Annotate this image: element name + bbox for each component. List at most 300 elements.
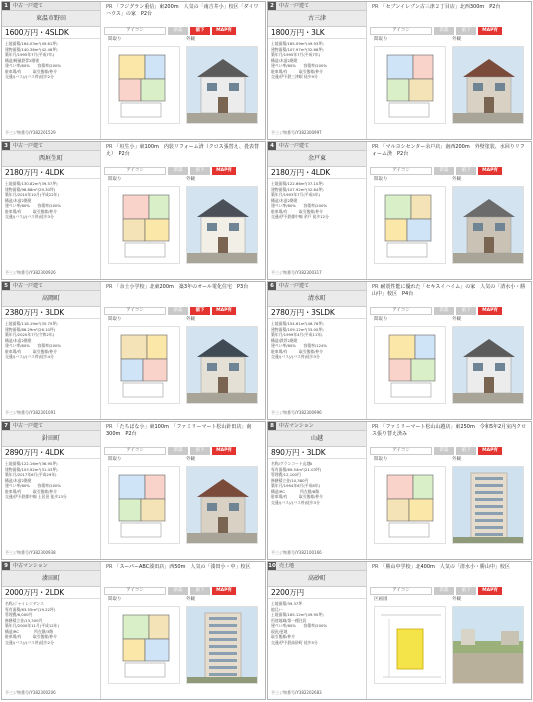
property-id: 不三ジ物番号/Y382201529 bbox=[5, 130, 56, 135]
property-type: 中古一戸建て bbox=[276, 2, 366, 10]
icon-area: アイコン bbox=[370, 307, 432, 315]
image-captions bbox=[102, 36, 265, 42]
spec-line: 土地面積/165.12m²(49.95坪) bbox=[271, 612, 324, 617]
pr-description: 「セブンイレブン古三津２丁目店」北西300m P2台 bbox=[380, 4, 501, 10]
image-captions bbox=[368, 176, 531, 182]
spec-line: 建物面積/86.29m²(26.10坪) bbox=[5, 326, 56, 332]
pr-description: 「余土小学校」北東200m 築3年のオール電化住宅 P3台 bbox=[114, 284, 249, 290]
spec-line: 築年月/2020年7月(令和2年) bbox=[5, 332, 55, 337]
pr-text bbox=[368, 562, 531, 586]
spec-list bbox=[268, 319, 366, 360]
new-badge[interactable]: 新築 bbox=[434, 587, 454, 595]
spec-line: 建物面積/107.92m²(32.64坪) bbox=[271, 186, 324, 192]
property-type: 中古一戸建て bbox=[10, 2, 100, 10]
price-layout: 2000万円・2LDK bbox=[2, 587, 100, 599]
spec-line: 土地面積/130.82m²(39.57坪) bbox=[5, 181, 58, 186]
pr-label: PR bbox=[106, 564, 113, 570]
listing-detail bbox=[368, 142, 531, 279]
new-badge[interactable]: 新築 bbox=[434, 27, 454, 35]
listing-card[interactable] bbox=[1, 281, 266, 420]
image-row bbox=[108, 326, 261, 404]
pr-label: PR bbox=[372, 4, 379, 10]
exterior-caption: 外観 bbox=[186, 177, 195, 182]
exterior-caption: 外観 bbox=[452, 597, 461, 602]
exterior-photo[interactable] bbox=[452, 186, 524, 264]
listing-number: 7 bbox=[2, 422, 10, 430]
pr-label: PR bbox=[106, 4, 113, 10]
floor-plan-image[interactable] bbox=[374, 326, 446, 404]
price-badge[interactable]: 値下 bbox=[456, 27, 476, 35]
property-id: 不三ジ物番号/Y382301091 bbox=[5, 410, 56, 415]
listing-header bbox=[268, 142, 366, 151]
spec-line: 建ぺい率/60% 容積率/200% bbox=[5, 203, 62, 208]
floor-plan-caption: 区画図 bbox=[374, 597, 388, 602]
image-captions bbox=[102, 456, 265, 462]
icon-area: アイコン bbox=[370, 447, 432, 455]
spec-line: 築年月/2000年11月(平成12年) bbox=[5, 623, 59, 628]
listing-detail bbox=[102, 422, 265, 559]
listing-card[interactable] bbox=[267, 281, 532, 420]
new-badge[interactable]: 新築 bbox=[168, 167, 188, 175]
spec-line: 専有面積/69.54m²(21.03坪) bbox=[271, 466, 322, 472]
spec-line: 土地面積/118.19m²(35.75坪) bbox=[5, 321, 58, 326]
property-type: 売土地 bbox=[276, 562, 366, 570]
pr-description: 「勝山中学校」北400m 人気の「清水小・勝山中」校区 bbox=[380, 564, 510, 570]
spec-line: 土地面積/165.09m²(49.93坪) bbox=[271, 41, 324, 46]
image-row bbox=[374, 46, 527, 124]
town-name: 針田町 bbox=[2, 431, 100, 447]
pr-description: 「マルヨシセンター余戸店」南西200m 外壁塗装、水回りリフォーム済 P2台 bbox=[372, 144, 525, 157]
listing-number: 6 bbox=[268, 282, 276, 290]
spec-line: 修繕積立金/13,300円 bbox=[5, 617, 43, 623]
property-type: 中古一戸建て bbox=[276, 142, 366, 150]
price-layout: 2180万円・4LDK bbox=[2, 167, 100, 179]
price-layout: 2780万円・3SLDK bbox=[268, 307, 366, 319]
image-row bbox=[108, 46, 261, 124]
pr-text bbox=[368, 142, 531, 166]
town-name: 湊田町 bbox=[2, 571, 100, 587]
spec-line: 土地面積/122.66m²(37.10坪) bbox=[271, 181, 324, 186]
badge-row bbox=[102, 166, 265, 176]
property-id: 不三ジ物番号/Y382300997 bbox=[271, 130, 322, 135]
town-name: 清水町 bbox=[268, 291, 366, 307]
spec-line: 築年月/1995年7月(平成7年) bbox=[271, 52, 321, 57]
new-badge[interactable]: 新築 bbox=[168, 307, 188, 315]
price-layout: 2200万円 bbox=[268, 587, 366, 599]
spec-line: 構造/木造2階建 bbox=[5, 477, 32, 483]
listing-header bbox=[2, 2, 100, 11]
image-row bbox=[108, 606, 261, 684]
spec-line: 構造/RC 所在階/3階 bbox=[5, 628, 54, 634]
price-badge[interactable]: 値下 bbox=[190, 307, 210, 315]
image-captions bbox=[368, 456, 531, 462]
image-captions bbox=[102, 596, 265, 602]
listing-detail bbox=[368, 282, 531, 419]
spec-line: 交通/(バス)/(バス停)徒歩3分 bbox=[271, 354, 320, 359]
image-captions bbox=[102, 316, 265, 322]
spec-line: 駐車場/有 取引態様/仲介 bbox=[5, 634, 57, 639]
spec-line: 築年月/1993年7月(平成5年) bbox=[271, 192, 321, 197]
floor-plan-caption: 間取り bbox=[374, 457, 388, 462]
spec-line: 建ぺい率/60% 容積率/200% bbox=[5, 63, 62, 68]
spec-line: 交通/伊予鉄郡中線 土居田 徒歩13分 bbox=[5, 494, 67, 499]
town-name: 西垣生町 bbox=[2, 151, 100, 167]
floor-plan-caption: 間取り bbox=[108, 597, 122, 602]
listing-detail bbox=[102, 282, 265, 419]
listing-detail bbox=[102, 142, 265, 279]
property-id: 不三ジ物番号/Y382100166 bbox=[271, 550, 322, 555]
spec-line: 構造/RC 所在階/8階 bbox=[271, 488, 320, 494]
map-button[interactable]: MAP有 bbox=[478, 167, 502, 175]
pr-label: PR bbox=[372, 144, 379, 150]
floor-plan-image[interactable] bbox=[108, 326, 180, 404]
town-name: 束温市野田 bbox=[2, 11, 100, 27]
price-badge[interactable]: 値下 bbox=[456, 307, 476, 315]
badge-row bbox=[102, 446, 265, 456]
exterior-photo[interactable] bbox=[452, 606, 524, 684]
property-type: 中古マンション bbox=[276, 422, 366, 430]
new-badge[interactable]: 新築 bbox=[434, 167, 454, 175]
image-row bbox=[374, 186, 527, 264]
floor-plan-image[interactable] bbox=[108, 466, 180, 544]
spec-line: 取引態様/仲介 bbox=[271, 634, 296, 639]
badge-row bbox=[368, 446, 531, 456]
town-name: 高岡町 bbox=[2, 291, 100, 307]
pr-description: 「フジグラン重信」東200m 人気の「南吉井小」校区「ダイワハウス」の家 P2台 bbox=[106, 4, 259, 17]
spec-line: 修繕積立金/10,380円 bbox=[271, 477, 309, 483]
price-layout: 1800万円・3LK bbox=[268, 27, 366, 39]
listing-card[interactable] bbox=[267, 561, 532, 700]
listing-card[interactable] bbox=[1, 1, 266, 140]
listing-number: 1 bbox=[2, 2, 10, 10]
spec-list bbox=[2, 599, 100, 645]
map-button[interactable]: MAP有 bbox=[212, 27, 236, 35]
new-badge[interactable]: 新築 bbox=[168, 27, 188, 35]
listing-summary bbox=[268, 142, 367, 279]
floor-plan-image[interactable] bbox=[108, 46, 180, 124]
town-name: 山越 bbox=[268, 431, 366, 447]
image-row bbox=[374, 326, 527, 404]
listing-header bbox=[2, 282, 100, 291]
image-captions bbox=[102, 176, 265, 182]
spec-line: 駐車場/有 取引態様/仲介 bbox=[5, 488, 57, 494]
listing-card[interactable] bbox=[1, 561, 266, 700]
map-button[interactable]: MAP有 bbox=[478, 447, 502, 455]
town-name: 古三津 bbox=[268, 11, 366, 27]
map-button[interactable]: MAP有 bbox=[212, 447, 236, 455]
spec-line: 建ぺい率/60% 容積率/200% bbox=[271, 203, 328, 208]
icon-area: アイコン bbox=[370, 167, 432, 175]
listing-card[interactable] bbox=[267, 141, 532, 280]
property-id: 不三ジ物番号/Y382300206 bbox=[5, 690, 56, 695]
pr-description: 耐震性能に優れた「セキスイハイム」の家 人気の「清水小・勝山中」校区 P4台 bbox=[372, 284, 526, 297]
listing-number: 4 bbox=[268, 142, 276, 150]
exterior-caption: 外観 bbox=[186, 37, 195, 42]
spec-line: 建物面積/96.88m²(29.30坪) bbox=[5, 186, 56, 192]
map-button[interactable]: MAP有 bbox=[212, 167, 236, 175]
floor-plan-caption: 間取り bbox=[108, 457, 122, 462]
spec-line: 築年月/1999年4月(平成11年) bbox=[271, 332, 323, 337]
spec-line: 築年月/1994年6月(平成6年) bbox=[271, 483, 321, 488]
badge-row bbox=[102, 586, 265, 596]
spec-list bbox=[2, 459, 100, 500]
pr-text bbox=[102, 2, 265, 26]
spec-line: 建ぺい率/60% 容積率/200% bbox=[271, 63, 328, 68]
listing-card[interactable] bbox=[1, 141, 266, 280]
floor-plan-caption: 間取り bbox=[374, 37, 388, 42]
price-layout: 1600万円・4SLDK bbox=[2, 27, 100, 39]
map-button[interactable]: MAP有 bbox=[212, 307, 236, 315]
property-type: 中古一戸建て bbox=[10, 142, 100, 150]
property-id: 不三ジ物番号/Y382300317 bbox=[271, 270, 322, 275]
exterior-photo[interactable] bbox=[186, 606, 258, 684]
property-id: 不三ジ物番号/Y382202683 bbox=[271, 690, 322, 695]
pr-text bbox=[102, 142, 265, 166]
exterior-caption: 外観 bbox=[452, 177, 461, 182]
spec-line: 築年月/1995年7月(平成7年) bbox=[5, 52, 55, 57]
listing-summary bbox=[2, 142, 101, 279]
image-captions bbox=[368, 596, 531, 602]
spec-line: 構造/木造2階建 bbox=[5, 337, 32, 343]
floor-plan-image[interactable] bbox=[374, 46, 446, 124]
listing-number: 10 bbox=[268, 563, 276, 569]
price-badge[interactable]: 値下 bbox=[456, 167, 476, 175]
map-button[interactable]: MAP有 bbox=[478, 587, 502, 595]
listing-summary bbox=[2, 2, 101, 139]
spec-list bbox=[2, 39, 100, 80]
property-type: 中古マンション bbox=[10, 562, 100, 570]
pr-description: 「スーパーABC湊田店」西50m 人気の「湊田小・中」校区 bbox=[114, 564, 251, 570]
exterior-photo[interactable] bbox=[186, 466, 258, 544]
spec-line: 交通/(バス)/(バス停)徒歩2分 bbox=[5, 639, 54, 645]
listing-number: 5 bbox=[2, 282, 10, 290]
price-badge[interactable]: 値下 bbox=[190, 587, 210, 595]
property-id: 不三ジ物番号/Y382300926 bbox=[5, 270, 56, 275]
listing-header bbox=[2, 562, 100, 571]
spec-line: 駐車場/有 取引態様/仲介 bbox=[271, 208, 323, 214]
pr-label: PR bbox=[372, 284, 379, 290]
spec-line: 建ぺい率/60% 容積率/200% bbox=[5, 483, 62, 488]
map-button[interactable]: MAP有 bbox=[478, 307, 502, 315]
listing-number: 3 bbox=[2, 142, 10, 150]
spec-line: 交通/(バス)/(バス停)徒歩4分 bbox=[5, 354, 54, 359]
new-badge[interactable]: 新築 bbox=[434, 447, 454, 455]
listing-number: 2 bbox=[268, 2, 276, 10]
spec-line: 交通/(バス)/(バス停)徒歩3分 bbox=[5, 214, 54, 219]
badge-row bbox=[368, 306, 531, 316]
exterior-photo[interactable] bbox=[452, 46, 524, 124]
spec-line: 建ぺい率/60% 容積率/200% bbox=[271, 623, 328, 628]
icon-area: アイコン bbox=[370, 587, 432, 595]
listing-header bbox=[268, 562, 366, 571]
listing-summary bbox=[2, 422, 101, 559]
property-id: 不三ジ物番号/Y382300996 bbox=[271, 410, 322, 415]
spec-line: 建物面積/103.92m²(31.43坪) bbox=[5, 466, 58, 472]
pr-label: PR bbox=[372, 564, 379, 570]
badge-row bbox=[368, 586, 531, 596]
exterior-caption: 外観 bbox=[452, 457, 461, 462]
pr-text bbox=[102, 562, 265, 586]
floor-plan-image[interactable] bbox=[108, 186, 180, 264]
spec-line: 駐車場/有 取引態様/仲介 bbox=[5, 208, 57, 214]
pr-label: PR bbox=[372, 424, 379, 430]
icon-area: アイコン bbox=[104, 587, 166, 595]
listing-summary bbox=[2, 562, 101, 699]
spec-list bbox=[268, 179, 366, 220]
new-badge[interactable]: 新築 bbox=[168, 447, 188, 455]
price-layout: 890万円・3LDK bbox=[268, 447, 366, 459]
image-row bbox=[374, 466, 527, 544]
spec-list bbox=[268, 459, 366, 505]
icon-area: アイコン bbox=[104, 447, 166, 455]
listing-summary bbox=[268, 282, 367, 419]
badge-row bbox=[102, 26, 265, 36]
spec-line: 地目/－ bbox=[271, 606, 284, 612]
spec-line: 構造/木造2階建 bbox=[5, 197, 32, 203]
spec-line: 建物面積/107.97m²(32.66坪) bbox=[271, 46, 324, 52]
pr-label: PR bbox=[106, 144, 113, 150]
floor-plan-image[interactable] bbox=[374, 186, 446, 264]
floor-plan-image[interactable] bbox=[374, 606, 446, 684]
listing-detail bbox=[368, 562, 531, 699]
exterior-photo[interactable] bbox=[452, 466, 524, 544]
image-row bbox=[374, 606, 527, 684]
spec-line: 築年月/2017年6月(平成29年) bbox=[5, 472, 57, 477]
pr-text bbox=[102, 282, 265, 306]
listing-summary bbox=[268, 2, 367, 139]
spec-list bbox=[2, 319, 100, 360]
price-layout: 2180万円・4LDK bbox=[268, 167, 366, 179]
spec-line: 駐車場/有 取引態様/仲介 bbox=[271, 68, 323, 74]
property-type: 中古一戸建て bbox=[10, 422, 100, 430]
badge-row bbox=[102, 306, 265, 316]
spec-line: 駐車場/有 取引態様/仲介 bbox=[271, 494, 323, 499]
property-id: 不三ジ物番号/Y382300938 bbox=[5, 550, 56, 555]
floor-plan-image[interactable] bbox=[108, 606, 180, 684]
pr-text bbox=[368, 422, 531, 446]
price-badge[interactable]: 値下 bbox=[456, 447, 476, 455]
listing-summary bbox=[268, 422, 367, 559]
spec-line: 名称/ジャイレジデンス bbox=[5, 601, 44, 606]
badge-row bbox=[368, 26, 531, 36]
map-button[interactable]: MAP有 bbox=[478, 27, 502, 35]
price-layout: 2890万円・4LDK bbox=[2, 447, 100, 459]
spec-line: 建ぺい率/60% 容積率/200% bbox=[5, 343, 62, 348]
exterior-caption: 外観 bbox=[186, 457, 195, 462]
spec-line: 現況/更地 bbox=[271, 628, 288, 634]
listing-header bbox=[268, 282, 366, 291]
image-row bbox=[108, 466, 261, 544]
listing-summary bbox=[2, 282, 101, 419]
pr-text bbox=[368, 282, 531, 306]
listing-grid bbox=[1, 1, 532, 701]
exterior-photo[interactable] bbox=[452, 326, 524, 404]
floor-plan-image[interactable] bbox=[374, 466, 446, 544]
exterior-caption: 外観 bbox=[186, 597, 195, 602]
spec-list bbox=[2, 179, 100, 220]
floor-plan-caption: 間取り bbox=[108, 177, 122, 182]
listing-card[interactable] bbox=[1, 421, 266, 560]
pr-text bbox=[368, 2, 531, 26]
image-captions bbox=[368, 36, 531, 42]
exterior-caption: 外観 bbox=[186, 317, 195, 322]
spec-line: 構造/軽量鉄骨2階建 bbox=[5, 57, 40, 63]
listing-detail bbox=[102, 2, 265, 139]
spec-line: 交通/伊予鉄郡中線 余戸 徒歩12分 bbox=[271, 214, 329, 219]
pr-text bbox=[102, 422, 265, 446]
price-badge[interactable]: 値下 bbox=[190, 27, 210, 35]
listing-header bbox=[2, 142, 100, 151]
spec-list bbox=[268, 599, 366, 645]
listing-number: 8 bbox=[268, 422, 276, 430]
exterior-photo[interactable] bbox=[186, 46, 258, 124]
spec-line: 交通/伊予鉄三津駅 徒歩9分 bbox=[271, 74, 318, 79]
spec-line: 名称/グランコート山越Ⅱ bbox=[271, 461, 313, 466]
spec-line: 土地面積/154.61m²(46.76坪) bbox=[271, 321, 324, 326]
spec-line: 交通/(バス)/(バス停)徒歩3分 bbox=[271, 499, 320, 505]
listing-card[interactable] bbox=[267, 421, 532, 560]
listing-header bbox=[268, 422, 366, 431]
spec-line: 建物面積/109.12m²(33.00坪) bbox=[271, 326, 324, 332]
spec-line: 土地面積/122.16m²(36.95坪) bbox=[5, 461, 58, 466]
spec-line: 構造/鉄骨2階建 bbox=[271, 337, 298, 343]
price-layout: 2380万円・3LDK bbox=[2, 307, 100, 319]
price-badge[interactable]: 値下 bbox=[190, 167, 210, 175]
exterior-caption: 外観 bbox=[452, 317, 461, 322]
town-name: 高砂町 bbox=[268, 571, 366, 587]
icon-area: アイコン bbox=[370, 27, 432, 35]
price-badge[interactable]: 値下 bbox=[456, 587, 476, 595]
map-button[interactable]: MAP有 bbox=[212, 587, 236, 595]
town-name: 余戸東 bbox=[268, 151, 366, 167]
pr-description: 「ファミリーマート松山山越店」東250m 令和5年2月室内クロス張り替え済み bbox=[372, 424, 527, 437]
listing-header bbox=[2, 422, 100, 431]
property-type: 中古一戸建て bbox=[10, 282, 100, 290]
icon-area: アイコン bbox=[104, 307, 166, 315]
listing-header bbox=[268, 2, 366, 11]
pr-label: PR bbox=[106, 284, 113, 290]
spec-line: 用途地域/第一種住居 bbox=[271, 617, 307, 623]
spec-line: 構造/木造2階建 bbox=[271, 197, 298, 203]
new-badge[interactable]: 新築 bbox=[434, 307, 454, 315]
spec-line: 土地面積/39.37坪 bbox=[271, 601, 303, 606]
spec-line: 専有面積/63.55m²(19.22坪) bbox=[5, 606, 56, 612]
spec-line: 交通/(バス)/(バス停)徒歩2分 bbox=[5, 74, 54, 79]
price-badge[interactable]: 値下 bbox=[190, 447, 210, 455]
spec-list bbox=[268, 39, 366, 80]
spec-line: 建ぺい率/60% 容積率/124% bbox=[271, 343, 328, 348]
spec-line: 築年月/2010年10月(平成22年) bbox=[5, 192, 59, 197]
spec-line: 交通/伊予鉄高砂町 徒歩5分 bbox=[271, 639, 318, 645]
exterior-photo[interactable] bbox=[186, 326, 258, 404]
floor-plan-caption: 間取り bbox=[108, 317, 122, 322]
spec-line: 建物面積/140.36m²(42.46坪) bbox=[5, 46, 58, 52]
spec-line: 駐車場/有 取引態様/仲介 bbox=[271, 348, 323, 354]
new-badge[interactable]: 新築 bbox=[168, 587, 188, 595]
listing-card[interactable] bbox=[267, 1, 532, 140]
exterior-photo[interactable] bbox=[186, 186, 258, 264]
floor-plan-caption: 間取り bbox=[108, 37, 122, 42]
pr-description: 「たちばな小」東100m 「ファミリーマート松山針田店」南300m P2台 bbox=[106, 424, 252, 437]
spec-line: 駐車場/有 取引態様/仲介 bbox=[5, 348, 57, 354]
property-type: 中古一戸建て bbox=[276, 282, 366, 290]
icon-area: アイコン bbox=[104, 167, 166, 175]
icon-area: アイコン bbox=[104, 27, 166, 35]
listing-detail bbox=[102, 562, 265, 699]
image-row bbox=[108, 186, 261, 264]
spec-line: 管理費/12,100円 bbox=[271, 472, 301, 477]
listing-number: 9 bbox=[2, 562, 10, 570]
